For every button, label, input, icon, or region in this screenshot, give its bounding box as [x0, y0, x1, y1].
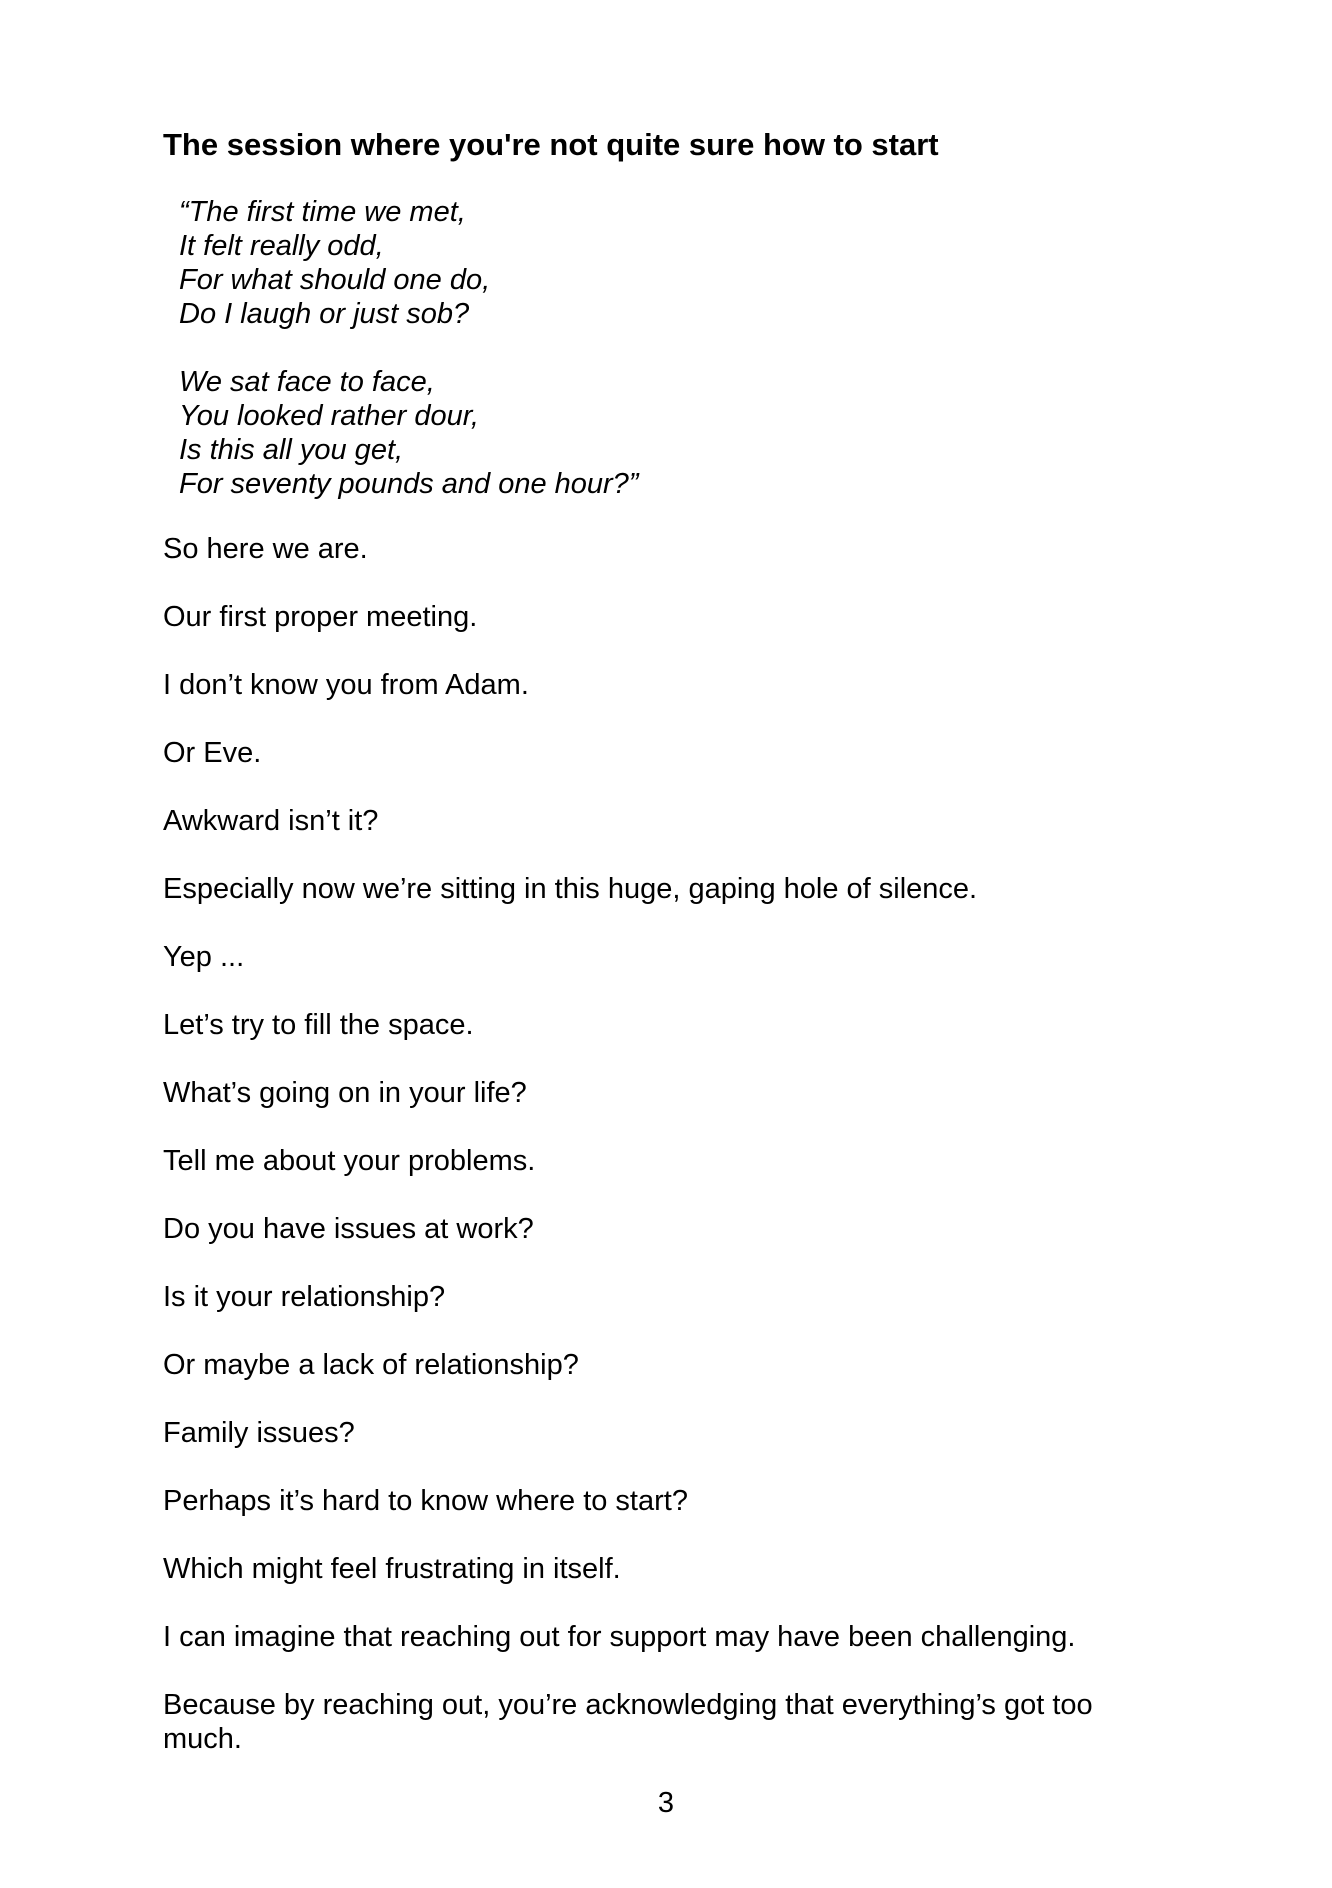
poem-line: We sat face to face, [179, 366, 435, 398]
poem-stanza [179, 365, 638, 501]
paragraph: Do you have issues at work? [163, 1213, 534, 1245]
paragraph: Let’s try to fill the space. [163, 1009, 474, 1041]
poem-line: It felt really odd, [179, 230, 384, 262]
poem-line: Do I laugh or just sob? [179, 298, 470, 330]
page-title: The session where you're not quite sure how to start [163, 127, 939, 162]
paragraph: Which might feel frustrating in itself. [163, 1553, 621, 1585]
paragraph: Yep ... [163, 941, 245, 973]
paragraph: I don’t know you from Adam. [163, 669, 529, 701]
paragraph: Or Eve. [163, 737, 262, 769]
paragraph: Tell me about your problems. [163, 1145, 536, 1177]
page-number: 3 [657, 1787, 675, 1819]
poem-line: “The first time we met, [179, 196, 466, 228]
paragraph: So here we are. [163, 533, 368, 565]
poem-line: For seventy pounds and one hour?” [179, 468, 639, 500]
poem-line: Is this all you get, [179, 434, 404, 466]
paragraph: Awkward isn’t it? [163, 805, 379, 837]
paragraph: Perhaps it’s hard to know where to start? [163, 1485, 688, 1517]
body-text [163, 532, 1163, 1790]
poem-line: For what should one do, [179, 264, 491, 296]
poem [179, 195, 638, 501]
paragraph: Or maybe a lack of relationship? [163, 1349, 579, 1381]
paragraph: I can imagine that reaching out for support may have been challenging. [163, 1621, 1076, 1653]
paragraph: Especially now we’re sitting in this huge, gaping hole of silence. [163, 873, 978, 905]
paragraph: Family issues? [163, 1417, 355, 1449]
paragraph: Because by reaching out, you’re acknowledging that everything’s got too much. [163, 1689, 1093, 1755]
paragraph: Our first proper meeting. [163, 601, 478, 633]
poem-line: You looked rather dour, [179, 400, 479, 432]
paragraph: What’s going on in your life? [163, 1077, 527, 1109]
paragraph: Is it your relationship? [163, 1281, 446, 1313]
poem-stanza [179, 195, 638, 331]
